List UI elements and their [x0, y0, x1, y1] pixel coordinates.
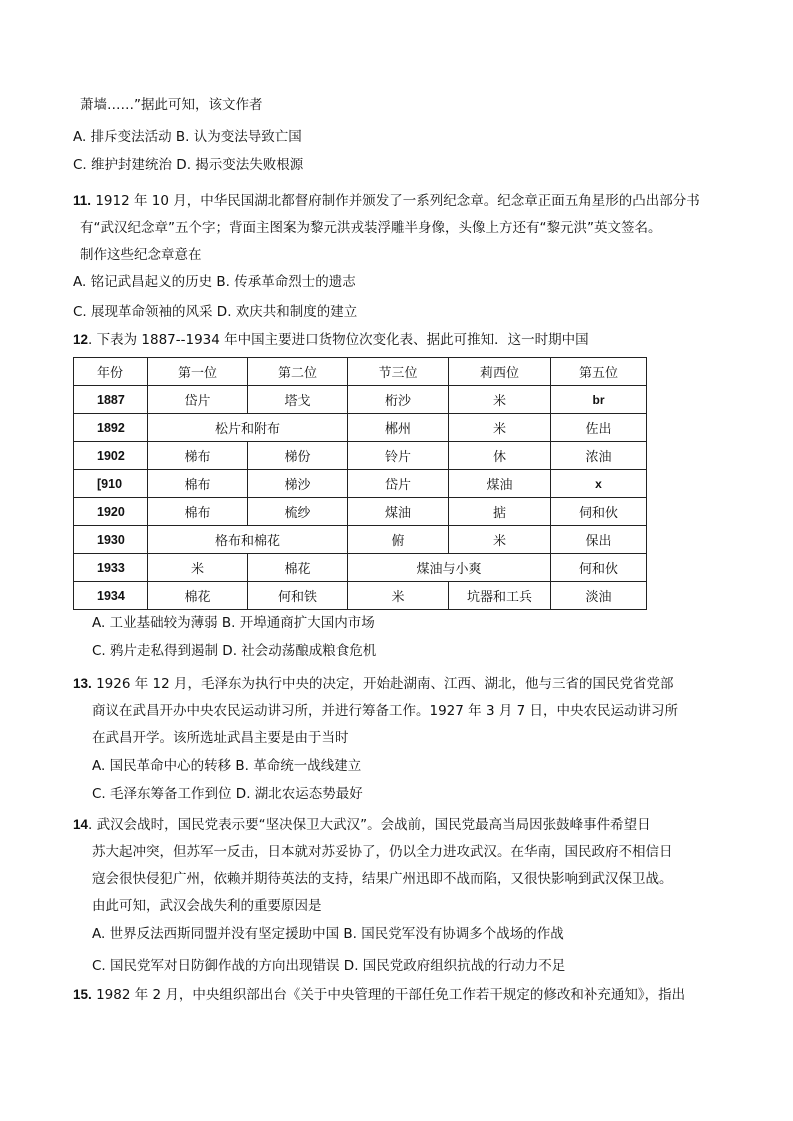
table-cell-year: 1920 [74, 498, 148, 526]
q13-options-cd: C. 毛泽东筹备工作到位 D. 湖北农运态势最好 [92, 786, 363, 802]
table-cell: 塔戈 [248, 386, 348, 414]
table-cell: 何和伙 [551, 554, 647, 582]
table-row [74, 386, 647, 414]
q15-stem-line-1 [73, 986, 685, 1004]
table-header-cell: 莉西位 [449, 358, 551, 386]
q14-stem-line-1 [73, 816, 651, 834]
table-header-row [74, 358, 647, 386]
q10-stem-continuation: 萧墙……”据此可知，该文作者 [80, 97, 263, 113]
table-cell: 棉布 [148, 470, 248, 498]
q11-options-cd: C. 展现革命领袖的风采 D. 欢庆共和制度的建立 [73, 304, 358, 320]
table-cell: 梯沙 [248, 470, 348, 498]
q12-number: 12 [73, 332, 89, 347]
q14-number: 14 [73, 817, 89, 832]
table-cell: 煤油 [348, 498, 449, 526]
q14-stem-line-4: 由此可知，武汉会战失利的重要原因是 [92, 898, 322, 914]
table-cell: 浓油 [551, 442, 647, 470]
table-header-cell: 第五位 [551, 358, 647, 386]
q12-options-ab: A. 工业基础较为薄弱 B. 开埠通商扩大国内市场 [92, 615, 375, 631]
q13-options-ab: A. 国民革命中心的转移 B. 革命统一战线建立 [92, 758, 362, 774]
table-cell: 米 [148, 554, 248, 582]
table-cell-year: 1887 [74, 386, 148, 414]
table-cell: 伺和伙 [551, 498, 647, 526]
table-cell: 米 [449, 414, 551, 442]
table-row [74, 498, 647, 526]
q12-stem-text-1: . 下表为 1887--1934 年中国主要进口货物位次变化表、据此可推知．这一时期中国 [88, 332, 589, 348]
table-cell: 米 [348, 582, 449, 610]
q13-stem-line-2: 商议在武昌开办中央农民运动讲习所，并进行筹备工作。1927 年 3 月 7 日，中央农民运动讲习所 [92, 703, 678, 719]
table-cell-year: 1934 [74, 582, 148, 610]
q13-stem-text-1: 1926 年 12 月，毛泽东为执行中央的决定，开始赴湖南、江西、湖北，他与三省的国民党省党部 [91, 676, 674, 692]
table-row [74, 554, 647, 582]
table-row [74, 414, 647, 442]
table-cell: 坑器和工兵 [449, 582, 551, 610]
q15-stem-text-1: 1982 年 2 月，中央组织部出台《关于中央管理的干部任免工作若干规定的修改和补充通知》，指出 [91, 987, 686, 1003]
table-cell: 岱片 [148, 386, 248, 414]
q14-stem-line-2: 苏大起冲突，但苏军一反击，日本就对苏妥协了，仍以全力进攻武汉。在华南，国民政府不相信日 [92, 844, 673, 860]
table-row [74, 470, 647, 498]
table-cell: 棉花 [148, 582, 248, 610]
table-cell: 棉布 [148, 498, 248, 526]
table-cell: x [551, 470, 647, 498]
q13-stem-line-3: 在武昌开学。该所选址武昌主要是由于当时 [92, 730, 349, 746]
table-cell: 桁沙 [348, 386, 449, 414]
table-row [74, 526, 647, 554]
table-cell-year: 1902 [74, 442, 148, 470]
q10-options-ab: A. 排斥变法活动 B. 认为变法导致亡国 [73, 129, 302, 145]
table-cell: 铃片 [348, 442, 449, 470]
table-cell: br [551, 386, 647, 414]
q11-stem-line-2: 有“武汉纪念章”五个字；背面主图案为黎元洪戎装浮雕半身像，头像上方还有“黎元洪”英文签名。 [80, 220, 662, 236]
table-cell-year: 1930 [74, 526, 148, 554]
q14-options-cd: C. 国民党军对日防御作战的方向出现错误 D. 国民党政府组织抗战的行动力不足 [92, 958, 566, 974]
q15-number: 15. [73, 987, 92, 1002]
q14-options-ab: A. 世界反法西斯同盟并没有坚定援助中国 B. 国民党军没有协调多个战场的作战 [92, 926, 564, 942]
q12-stem-line-1 [73, 331, 589, 349]
table-cell-year: 1933 [74, 554, 148, 582]
table-cell-year: [910 [74, 470, 148, 498]
table-cell-merged: 煤油与小爽 [348, 554, 551, 582]
table-row [74, 442, 647, 470]
table-cell: 岱片 [348, 470, 449, 498]
table-cell: 淡油 [551, 582, 647, 610]
table-cell: 何和铁 [248, 582, 348, 610]
q11-number: 11. [73, 193, 92, 208]
q14-stem-line-3: 寇会很快侵犯广州，依赖并期待英法的支持，结果广州迅即不战而陷，又很快影响到武汉保卫战。 [92, 871, 673, 887]
table-cell: 米 [449, 386, 551, 414]
q11-stem-line-3: 制作这些纪念章意在 [80, 247, 202, 263]
table-cell: 休 [449, 442, 551, 470]
table-cell-merged: 松片和附布 [148, 414, 348, 442]
table-cell: 梯份 [248, 442, 348, 470]
table-cell: 掂 [449, 498, 551, 526]
table-row [74, 582, 647, 610]
import-goods-table [73, 357, 647, 610]
table-cell: 保出 [551, 526, 647, 554]
q11-stem-text-1: 1912 年 10 月，中华民国湖北都督府制作并颁发了一系列纪念章。纪念章正面五角星形的凸出部分书 [91, 193, 700, 209]
table-header-cell: 第二位 [248, 358, 348, 386]
table-cell-year: 1892 [74, 414, 148, 442]
table-cell: 煤油 [449, 470, 551, 498]
q13-stem-line-1 [73, 675, 673, 693]
table-header-cell: 第一位 [148, 358, 248, 386]
q11-options-ab: A. 铭记武昌起义的历史 B. 传承革命烈士的遗志 [73, 274, 356, 290]
q11-stem-line-1 [73, 192, 700, 210]
q13-number: 13. [73, 676, 92, 691]
table-cell: 梳纱 [248, 498, 348, 526]
table-cell: 郴州 [348, 414, 449, 442]
table-cell: 米 [449, 526, 551, 554]
q14-stem-text-1: . 武汉会战时，国民党表示要“坚决保卫大武汉”。会战前，国民党最高当局因张鼓峰事件希望日 [88, 817, 651, 833]
table-cell: 棉花 [248, 554, 348, 582]
q12-options-cd: C. 鸦片走私得到遏制 D. 社会动荡酿成粮食危机 [92, 643, 377, 659]
table-header-cell: 节三位 [348, 358, 449, 386]
table-cell: 梯布 [148, 442, 248, 470]
table-cell-merged: 格布和棉花 [148, 526, 348, 554]
table-cell: 俯 [348, 526, 449, 554]
q10-options-cd: C. 维护封建统治 D. 揭示变法失败根源 [73, 157, 304, 173]
table-cell: 佐出 [551, 414, 647, 442]
table-header-cell: 年份 [74, 358, 148, 386]
